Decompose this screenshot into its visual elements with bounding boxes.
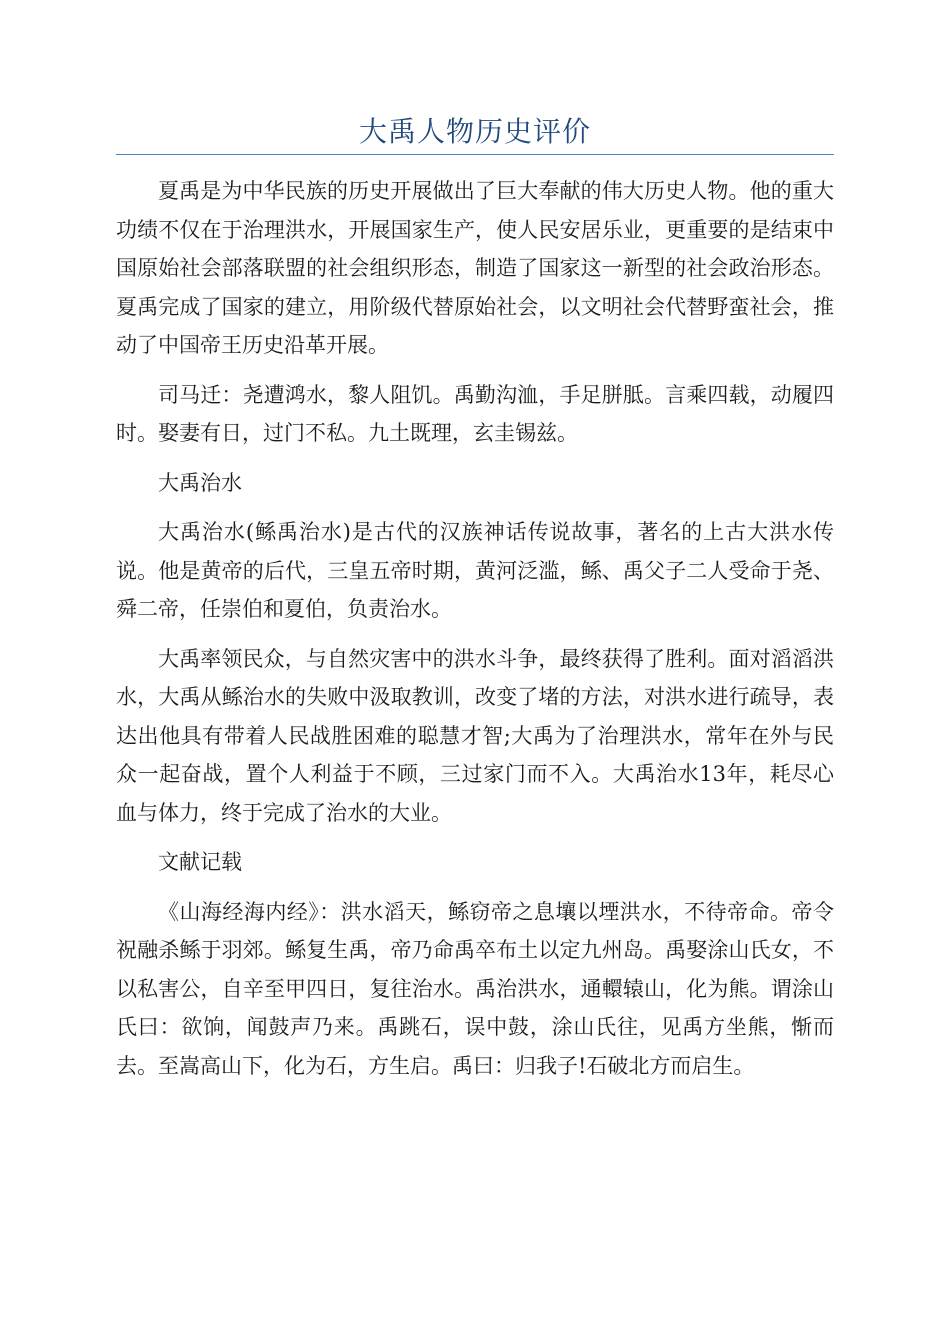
section-heading-literature: 文献记载	[158, 850, 242, 874]
document-body	[116, 172, 834, 1096]
title-underline	[116, 154, 834, 155]
literature-paragraph-1: 《山海经海内经》：洪水滔天，鲧窃帝之息壤以堙洪水，不待帝命。帝令祝融杀鲧于羽郊。鲧复生禹，帝乃命禹卒布土以定九州岛。禹娶涂山氏女，不以私害公，自辛至甲四日，复往治水。禹治洪水，通轘辕山，化为熊。谓涂山氏曰：欲饷，闻鼓声乃来。禹跳石，误中鼓，涂山氏往，见禹方坐熊，惭而去。至嵩高山下，化为石，方生启。禹曰：归我子!石破北方而启生。	[116, 899, 834, 1078]
intro-paragraph: 夏禹是为中华民族的历史开展做出了巨大奉献的伟大历史人物。他的重大功绩不仅在于治理洪水，开展国家生产，使人民安居乐业，更重要的是结束中国原始社会部落联盟的社会组织形态，制造了国家这一新型的社会政治形态。夏禹完成了国家的建立，用阶级代替原始社会，以文明社会代替野蛮社会，推动了中国帝王历史沿革开展。	[116, 179, 834, 357]
sima-qian-quote-paragraph: 司马迁：尧遭鸿水，黎人阻饥。禹勤沟洫，手足胼胝。言乘四载，动履四时。娶妻有日，过门不私。九土既理，玄圭锡兹。	[116, 382, 834, 445]
page-title: 大禹人物历史评价	[358, 115, 591, 148]
flood-control-paragraph-1: 大禹治水(鲧禹治水)是古代的汉族神话传说故事，著名的上古大洪水传说。他是黄帝的后代，三皇五帝时期，黄河泛滥，鲧、禹父子二人受命于尧、舜二帝，任崇伯和夏伯，负责治水。	[116, 520, 834, 621]
flood-control-paragraph-2: 大禹率领民众，与自然灾害中的洪水斗争，最终获得了胜利。面对滔滔洪水，大禹从鲧治水的失败中汲取教训，改变了堵的方法，对洪水进行疏导，表达出他具有带着人民战胜困难的聪慧才智;大禹为了治理洪水，常年在外与民众一起奋战，置个人利益于不顾，三过家门而不入。大禹治水13年，耗尽心血与体力，终于完成了治水的大业。	[116, 646, 834, 825]
section-heading-flood-control: 大禹治水	[158, 470, 242, 495]
